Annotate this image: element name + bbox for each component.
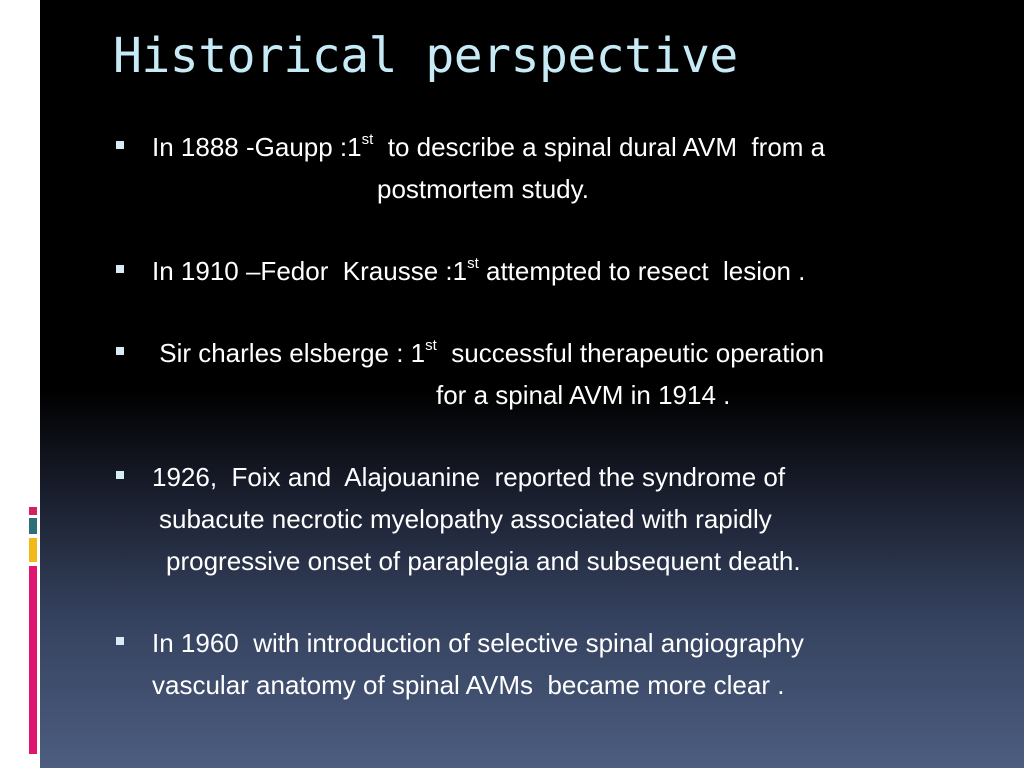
bullet-item <box>115 456 945 582</box>
superscript: st <box>425 337 437 355</box>
square-bullet-icon <box>116 637 124 645</box>
square-bullet-icon <box>116 471 124 479</box>
square-bullet-icon <box>116 265 124 273</box>
bullet-line: vascular anatomy of spinal AVMs became more clear . <box>152 670 785 700</box>
bullet-line: In 1888 -Gaupp :1st to describe a spinal dural AVM from a <box>152 131 826 162</box>
square-bullet-icon <box>116 141 124 149</box>
superscript: st <box>467 255 479 273</box>
decor-vertical-line <box>36 0 38 118</box>
square-bullet-icon <box>116 347 124 355</box>
bullet-item <box>115 332 945 416</box>
bullet-line: In 1910 –Fedor Krausse :1st attempted to resect lesion . <box>152 255 806 286</box>
decor-accent-bar <box>29 538 37 562</box>
bullet-item <box>115 622 945 706</box>
bullet-item <box>115 250 945 292</box>
decor-vertical-line <box>26 0 27 118</box>
decor-accent-bar <box>29 518 37 534</box>
bullet-line: 1926, Foix and Alajouanine reported the syndrome of <box>152 462 786 492</box>
bullet-line: In 1960 with introduction of selective spinal angiography <box>152 628 804 658</box>
slide-title: Historical perspective <box>113 28 738 84</box>
decor-vertical-line <box>20 0 23 118</box>
bullet-item <box>115 126 945 210</box>
bullet-line: progressive onset of paraplegia and subsequent death. <box>166 546 801 576</box>
bullet-line: Sir charles elsberge : 1st successful therapeutic operation <box>152 337 825 368</box>
decor-accent-bar <box>29 566 37 754</box>
bullet-line: for a spinal AVM in 1914 . <box>436 380 731 410</box>
decor-vertical-line <box>15 0 17 118</box>
bullet-list <box>115 126 945 746</box>
superscript: st <box>361 131 374 149</box>
bullet-line: postmortem study. <box>377 174 589 204</box>
decor-accent-bar <box>29 507 37 515</box>
bullet-line: subacute necrotic myelopathy associated with rapidly <box>159 504 772 534</box>
decor-vertical-line <box>30 0 34 118</box>
